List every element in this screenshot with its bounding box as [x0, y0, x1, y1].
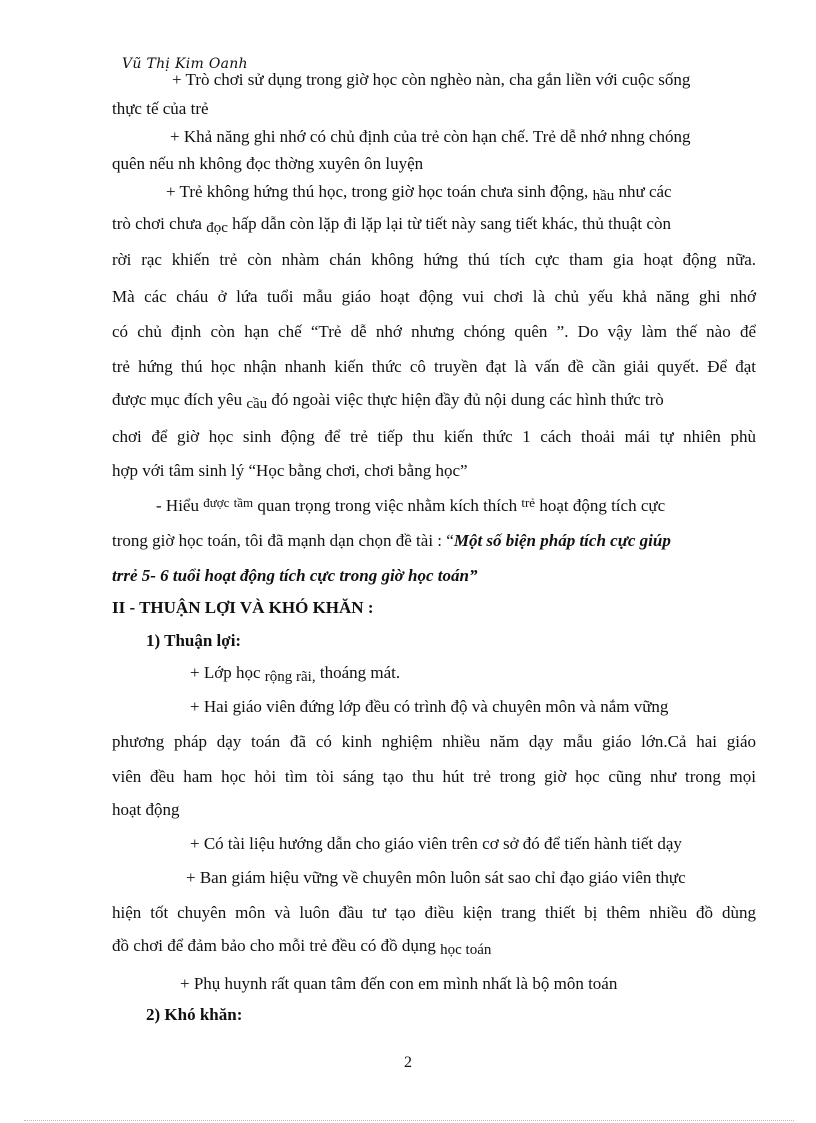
text-line: Mà các cháu ở lứa tuổi mẫu giáo hoạt động vui chơi là chủ yếu khả năng ghi nhớ	[112, 287, 756, 306]
text-line	[156, 496, 665, 517]
text-line: hiện tốt chuyên môn và luôn đầu tư tạo điều kiện trang thiết bị thêm nhiều đồ dùng	[112, 903, 756, 922]
text-segment: đó ngoài việc thực hiện đầy đủ nội dung các hình thức trò	[271, 390, 664, 409]
text-line: + Khả năng ghi nhớ có chủ định của trẻ còn hạn chế. Trẻ dễ nhớ nhng chóng	[170, 127, 691, 146]
text-line: viên đều ham học hỏi tìm tòi sáng tạo thu hút trẻ trong giờ học cũng như trong mọi	[112, 767, 756, 786]
text-line: có chủ định còn hạn chế “Trẻ dễ nhớ nhưng chóng quên ”. Do vậy làm thế nào để	[112, 322, 756, 341]
topic-title-continued: trrẻ 5- 6 tuổi hoạt động tích cực trong giờ học toán”	[112, 566, 478, 585]
text-segment: đọc	[206, 220, 228, 236]
text-segment: như các	[618, 182, 672, 201]
page-number: 2	[404, 1054, 412, 1071]
text-line: + Trò chơi sử dụng trong giờ học còn nghèo nàn, cha gắn liền với cuộc sống	[172, 70, 691, 89]
text-segment: quan trọng trong việc nhằm kích thích	[257, 496, 518, 515]
text-segment: trò chơi chưa	[112, 214, 202, 233]
text-segment: - Hiểu	[156, 496, 199, 515]
author-header: Vũ Thị Kim Oanh	[122, 56, 248, 72]
text-line: + Ban giám hiệu vững về chuyên môn luôn sát sao chỉ đạo giáo viên thực	[186, 868, 686, 887]
text-line: chơi để giờ học sinh động để trẻ tiếp thu kiến thức 1 cách thoải mái tự nhiên phù	[112, 427, 756, 446]
text-segment: trẻ	[521, 495, 536, 510]
text-line: + Hai giáo viên đứng lớp đều có trình độ và chuyên môn và nắm vững	[190, 697, 669, 716]
text-line: thực tế của trẻ	[112, 99, 209, 118]
text-segment: trong giờ học toán, tôi đã mạnh dạn chọn đề tài : “	[112, 531, 454, 550]
text-line	[166, 182, 672, 203]
text-line: phương pháp dạy toán đã có kinh nghiệm nhiều năm dạy mẫu giáo lớn.Cả hai giáo	[112, 732, 756, 751]
text-line: trẻ hứng thú học nhận nhanh kiến thức cô truyền đạt là vấn đề cần giải quyết. Để đạt	[112, 357, 756, 376]
subsection-heading: 2) Khó khăn:	[146, 1005, 243, 1024]
text-segment: học toán	[440, 942, 492, 958]
text-segment: hầu	[592, 188, 615, 204]
text-line	[112, 214, 671, 235]
page-bottom-border	[24, 1120, 794, 1121]
section-heading: II - THUẬN LỢI VÀ KHÓ KHĂN :	[112, 598, 374, 617]
text-line: rời rạc khiến trẻ còn nhàm chán không hứng thú tích cực tham gia hoạt động nữa.	[112, 250, 756, 269]
text-line: hoạt động	[112, 800, 180, 819]
text-segment: hoạt động tích cực	[539, 496, 666, 515]
text-line	[112, 390, 664, 411]
text-segment: + Lớp học	[190, 663, 261, 682]
text-segment: cầu	[246, 396, 268, 412]
subsection-heading: 1) Thuận lợi:	[146, 631, 242, 650]
text-line	[112, 531, 671, 551]
text-line	[190, 663, 400, 684]
text-segment: được mục đích yêu	[112, 390, 243, 409]
text-line: + Phụ huynh rất quan tâm đến con em mình nhất là bộ môn toán	[180, 974, 618, 993]
text-line: hợp với tâm sinh lý “Học bằng chơi, chơi bằng học”	[112, 461, 468, 480]
text-line	[112, 936, 491, 957]
text-segment: thoáng mát.	[319, 663, 401, 682]
text-segment: tầm	[233, 495, 254, 510]
text-line: + Có tài liệu hướng dẫn cho giáo viên trên cơ sở đó để tiến hành tiết dạy	[190, 834, 682, 853]
topic-title: Một số biện pháp tích cực giúp	[453, 531, 671, 550]
text-segment: được	[203, 495, 230, 510]
text-segment: + Trẻ không hứng thú học, trong giờ học toán chưa sinh động,	[166, 182, 589, 201]
text-segment: đồ chơi để đảm bảo cho mỗi trẻ đều có đồ dụng	[112, 936, 436, 955]
text-segment: hấp dẫn còn lặp đi lặp lại từ tiết này sang tiết khác, thủ thuật còn	[232, 214, 671, 233]
text-segment: rộng rãi,	[264, 669, 316, 685]
text-line: quên nếu nh không đọc thờng xuyên ôn luyện	[112, 154, 424, 173]
